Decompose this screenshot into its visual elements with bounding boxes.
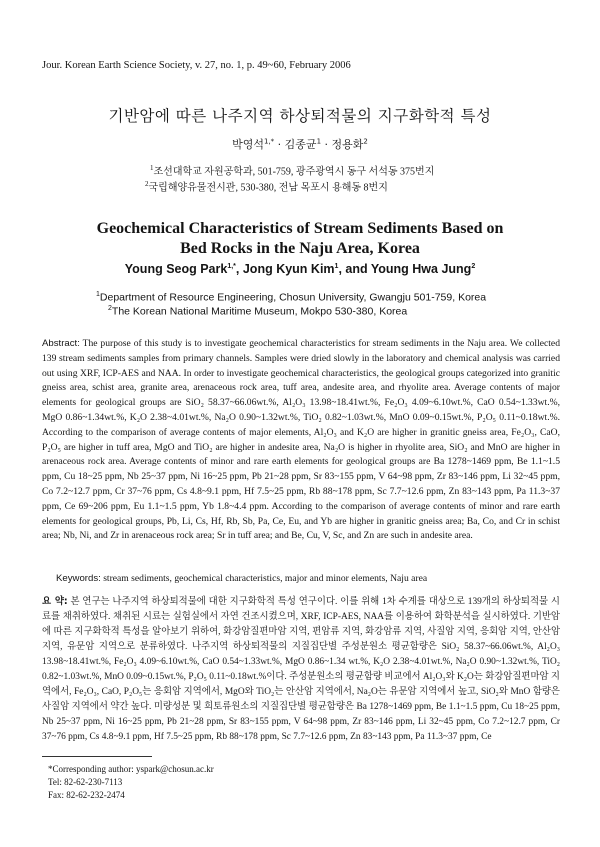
korean-summary-paragraph: [42, 594, 560, 745]
author-mark: 2: [363, 137, 368, 146]
footnote-divider: [42, 756, 152, 757]
affiliation-number: 2: [108, 305, 112, 312]
affiliation-text: Department of Resource Engineering, Chosun University, Gwangju 501-759, Korea: [99, 291, 487, 304]
telephone: Tel: 82-62-230-7113: [48, 777, 123, 787]
author-name: Young Seog Park: [124, 262, 228, 276]
summary-text: 본 연구는 나주지역 하상퇴적물에 대한 지구화학적 특성 연구이다. 이를 위해 1차 수계를 대상으로 139개의 하상퇴적물 시료를 채취하였다. 채취된 시료는 실험실에서 자연 건조시켰으며, XRF, ICP-AES, NAA를 이용하여 화학분석을 실시하였다. 기반암에 따른 지구화학적 특성을 알아보기 위하여, 화강암질편마암 지역, 편암류 지역, 화강암류 지역, 사질암 지역, 응회암 지역, 안산암 지역, 유문암 지역으로 분류하였다. 나주지역 하상퇴적물의 지질집단별 주성분원소 평균함량은 SiO₂ 58.37~66.06wt.%, Al₂O₃ 13.98~18.41wt.%, Fe₂O₃ 4.09~6.10wt.%, CaO 0.54~1.33wt.%, MgO 0.86~1.34 wt.%, K₂O 2.38~4.01wt.%, Na₂O 0.90~1.32wt.%, TiO₂ 0.82~1.03wt.%, MnO 0.09~0.15wt.%, P₂O₅ 0.11~0.18wt.%이다. 주성분원소의 평균함량 비교에서 Al₂O₃와 K₂O는 화강암질편마암 지역에서, Fe₂O₃, CaO, P₂O₅는 응회암 지역에서, MgO와 TiO₂는 안산암 지역에서, Na₂O는 유문암 지역에서 높고, SiO₂와 MnO 함량은 사질암 지역에서 약간 높다. 미량성분 및 희토류원소의 지질집단별 평균함량은 Ba 1278~1469 ppm, Be 1.1~1.5 ppm, Cu 18~25 ppm, Nb 25~37 ppm, Ni 16~25 ppm, Pb 21~28 ppm, Sr 83~155 ppm, V 64~98 ppm, Zr 83~146 ppm, Li 32~45 ppm, Co 7.2~12.7 ppm, Cr 37~76 ppm, Cs 4.8~9.1 ppm, Hf 7.5~25 ppm, Rb 88~178 ppm, Sc 7.7~12.6 ppm, Zn 83~143 ppm, Pa 11.3~37 ppm, Ce: [42, 597, 560, 742]
english-title: [0, 219, 600, 259]
author-name: Jong Kyun Kim: [242, 262, 335, 276]
affiliation-text: The Korean National Maritime Museum, Mokpo 530-380, Korea: [111, 305, 408, 318]
fax: Fax: 82-62-232-2474: [48, 790, 125, 800]
author-name: 김종균: [284, 138, 317, 151]
keywords-label: Keywords:: [56, 573, 101, 584]
author-mark: 1,*: [227, 262, 236, 270]
corresponding-author: *Corresponding author: yspark@chosun.ac.kr: [48, 764, 214, 774]
abstract-label: Abstract:: [42, 338, 80, 349]
author-name: 박영석: [232, 138, 264, 151]
english-title-line: Geochemical Characteristics of Stream Sediments Based on: [96, 220, 504, 237]
affiliation-number: 1: [96, 291, 100, 298]
affiliation-number: 1: [150, 164, 154, 172]
affiliation-text: 조선대학교 자원공학과, 501-759, 광주광역시 동구 서석동 375번지: [153, 166, 435, 178]
keywords-line: [56, 572, 560, 586]
summary-label: 요 약:: [42, 596, 68, 607]
english-title-line: Bed Rocks in the Naju Area, Korea: [180, 240, 420, 257]
author-name: 정용화: [331, 138, 364, 151]
author-name: Young Hwa Jung: [370, 262, 472, 276]
author-separator: ,: [235, 262, 243, 276]
korean-affiliation: [145, 176, 565, 196]
abstract-text: The purpose of this study is to investigate geochemical characteristics for stream sediments in the Naju area. We collected 139 stream sediments samples from primary channels. Samples were dried slowly in the laboratory and chemical analysis was carried out using XRF, ICP-AES and NAA. In order to investigate geochemical characteristics, the geological groups categorized into granitic gneiss area, schist area, granite area, arenaceous rock area, tuff area, andesite area, and rhyolite area. Average contents of major elements for geological groups are SiO₂ 58.37~66.06wt.%, Al₂O₃ 13.98~18.41wt.%, Fe₂O₃ 4.09~6.10wt.%, CaO 0.54~1.33wt.%, MgO 0.86~1.34wt.%, K₂O 2.38~4.01wt.%, Na₂O 0.90~1.32wt.%, TiO₂ 0.82~1.03wt.%, MnO 0.09~0.15wt.%, P₂O₅ 0.11~0.18wt.%. According to the comparison of average contents of major elements, Al₂O₃ and K₂O are higher in granitic gneiss area, Fe₂O₃, CaO, P₂O₅ are higher in tuff area, MgO and TiO₂ are higher in andesite area, Na₂O is higher in rhyolite area, SiO₂ and MnO are higher in arenaceous rock area. Average contents of minor and rare earth elements for geological groups are Ba 1278~1469 ppm, Be 1.1~1.5 ppm, Cu 18~25 ppm, Nb 25~37 ppm, Ni 16~25 ppm, Pb 21~28 ppm, Sr 83~155 ppm, V 64~98 ppm, Zr 83~146 ppm, Li 32~45 ppm, Co 7.2~12.7 ppm, Cr 37~76 ppm, Cs 4.8~9.1 ppm, Hf 7.5~25 ppm, Rb 88~178 ppm, Sc 7.7~12.6 ppm, Zn 83~143 ppm, Pa 11.3~37 ppm, Ce 69~206 ppm, Eu 1.1~1.5 ppm, Yb 1.8~4.4 ppm. According to the comparison of average contents of minor and rare earth elements for geological groups, Pb, Li, Cs, Hf, Rb, Sb, Pa, Ce, Eu, and Yb are higher in granitic gneiss area; Ba, Co, and Cr in schist area; Nb, Ni, and Zr in arenaceous rock area; Sr in tuff area; and Be, Cu, V, Sc, and Zn are such in andesite area.: [42, 338, 560, 542]
english-affiliation: [108, 302, 548, 319]
author-mark: 1: [334, 262, 339, 270]
author-mark: 1: [316, 137, 322, 146]
author-separator: , and: [338, 262, 371, 276]
english-authors: [0, 262, 600, 276]
affiliation-text: 국립해양유물전시관, 530-380, 전남 목포시 용해동 8번지: [148, 182, 388, 194]
footnotes: [48, 763, 548, 802]
author-mark: 2: [471, 262, 476, 270]
affiliation-number: 2: [145, 180, 149, 188]
author-separator: ·: [321, 138, 332, 151]
author-separator: ·: [274, 138, 285, 151]
keywords-text: stream sediments, geochemical characteristics, major and minor elements, Naju area: [100, 573, 428, 584]
author-mark: 1,*: [263, 137, 275, 146]
abstract-paragraph: [42, 337, 560, 544]
korean-authors: [0, 136, 600, 152]
korean-title: 기반암에 따른 나주지역 하상퇴적물의 지구화학적 특성: [108, 107, 492, 125]
journal-citation: Jour. Korean Earth Science Society, v. 27, no. 1, p. 49~60, February 2006: [42, 60, 351, 71]
